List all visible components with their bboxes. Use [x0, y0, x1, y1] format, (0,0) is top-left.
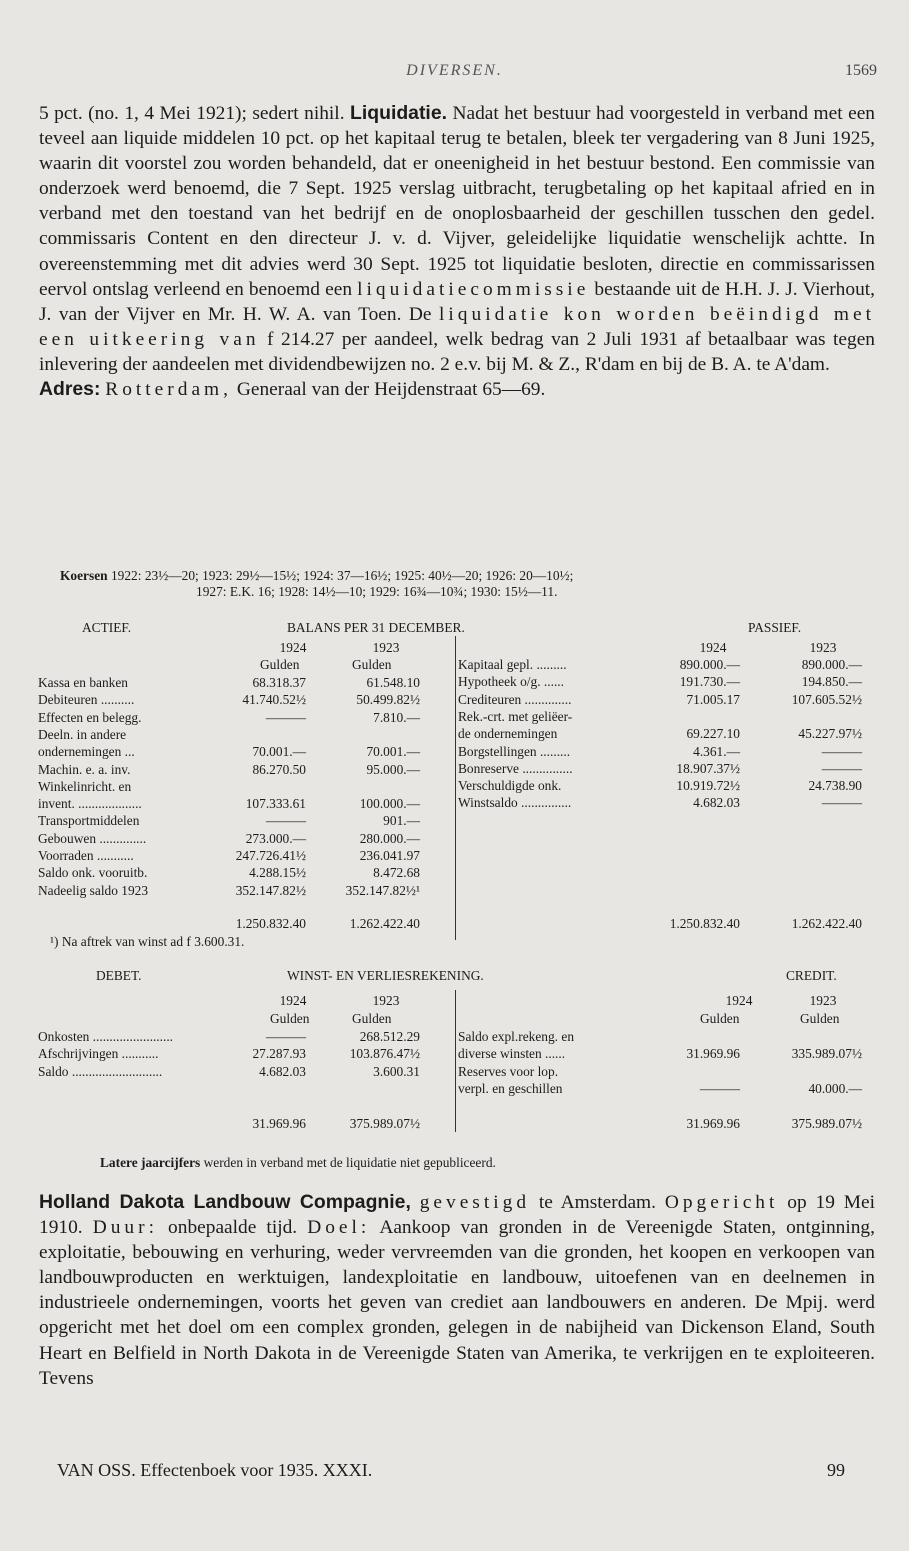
passief-row-value-1924: 69.227.10: [686, 726, 740, 742]
passief-row-label: Bonreserve ...............: [458, 760, 573, 776]
total-passief-1923: 1.262.422.40: [791, 916, 862, 931]
koersen: [60, 568, 860, 599]
koersen-line-1: 1922: 23½—20; 1923: 29½—15½; 1924: 37—16½; 1925: 40½—20; 1926: 20—10½;: [110, 568, 574, 583]
later-note-text: werden in verband met de liquidatie niet gepubliceerd.: [200, 1155, 496, 1170]
passief-row-value-1923: ———: [821, 795, 862, 811]
passief-row-value-1923: ———: [821, 743, 862, 759]
actief-row-value-1923: 236.041.97: [359, 848, 420, 863]
actief-row-label: Debiteuren ..........: [38, 692, 135, 708]
total-passief-1924: 1.250.832.40: [669, 916, 740, 931]
actief-row-value-1923: 95.000.—: [366, 761, 420, 777]
liquidatie-heading: Liquidatie.: [350, 102, 447, 124]
actief-row-label: Voorraden ...........: [38, 848, 134, 863]
gulden-label: Gulden: [270, 1011, 310, 1026]
adres-label: Adres:: [39, 378, 101, 401]
intro-paragraph: [39, 101, 875, 402]
debet-row-value-1923: 268.512.29: [359, 1029, 420, 1044]
actief-row-label: invent. ...................: [38, 796, 142, 812]
holland-text: op 19 Mei 1910.: [39, 1192, 875, 1239]
debet-label: DEBET.: [96, 968, 142, 983]
debet-row-label: Onkosten ........................: [38, 1029, 174, 1044]
holland-text: Aankoop van gronden in de Vereenigde Staten, ontginning, exploitatie, bebouwing en verhuring, weder vervreemden van die gronden, het koopen en verkoopen van landbouwproducten en werktuigen, landexploitatie en landbouw, uitoefenen van en deelnemen in industrieele ondernemingen, voorts het geven van crediet aan landbouwers en anderen. De Mpij. werd opgericht met het doel om een complex gronden, gelegen in de nabijheid van Dickenson Eland, South Heart en Belfield in North Dakota in de Vereenigde Staten van Amerika, te verkrijgen en te exploiteeren. Tevens: [39, 1217, 875, 1389]
actief-row-value-1923: 352.147.82½¹: [345, 882, 420, 898]
passief-row-value-1923: 45.227.97½: [798, 726, 862, 742]
actief-row-value-1924: 352.147.82½: [235, 882, 306, 898]
header-page-number: 1569: [845, 62, 877, 79]
koersen-label: Koersen: [60, 568, 108, 583]
actief-row-value-1923: 100.000.—: [359, 796, 420, 812]
footer-page-number: 99: [827, 1460, 845, 1480]
year-1923: 1923: [372, 640, 400, 655]
gulden-label: Gulden: [260, 657, 300, 672]
actief-row-value-1923: 8.472.68: [373, 865, 420, 881]
intro-text: Nadat het bestuur had voorgesteld in verband met een teveel aan liquide middelen 10 pct. op het kapitaal terug te betalen, bleek ter vergadering van 8 Juni 1925, waarin dit voorstel zou worden behandeld, dat er oneenigheid in het bestuur bestond. Een commissie van onderzoek werd benoemd, die 7 Sept. 1925 verslag uitbracht, terugbetaling op het kapitaal afried en in verband met den toestand van het bedrijf en de onoplosbaarheid der geschillen tusschen den gedel. commissaris Content en den directeur J. v. d. Vijver, geleidelijke liquidatie wenschelijk achtte. In overeenstemming met dit advies werd 30 Sept. 1925 tot liquidatie besloten, directie en commissarissen eervol ontslag verleend en benoemd een: [39, 103, 875, 300]
adres-city: Rotterdam,: [105, 379, 232, 401]
passief-row-label: Winstsaldo ...............: [458, 795, 572, 811]
gulden-label: Gulden: [800, 1011, 840, 1026]
footer-source: VAN OSS. Effectenboek voor 1935. XXXI.: [57, 1460, 373, 1480]
actief-row-value-1923: 901.—: [383, 813, 420, 829]
year-1924: 1924: [279, 993, 307, 1008]
passief-row-value-1923: 24.738.90: [808, 778, 862, 794]
actief-row-value-1924: 70.001.—: [252, 744, 306, 760]
credit-label: CREDIT.: [786, 968, 837, 983]
actief-row-label: Transportmiddelen: [38, 813, 140, 829]
gulden-label: Gulden: [352, 1011, 392, 1026]
passief-row-value-1924: 4.682.03: [693, 795, 740, 811]
actief-row-label: Machin. e. a. inv.: [38, 761, 131, 777]
debet-row-value-1923: 3.600.31: [373, 1063, 420, 1079]
credit-row-value-1923: 40.000.—: [808, 1080, 862, 1096]
year-1924: 1924: [279, 640, 307, 655]
actief-row-value-1924: ———: [265, 709, 306, 725]
actief-row-label: Saldo onk. vooruitb.: [38, 865, 148, 881]
credit-row-value-1924: ———: [699, 1080, 740, 1096]
total-actief-1923: 1.262.422.40: [349, 916, 420, 931]
passief-row-value-1924: 191.730.—: [679, 674, 740, 690]
debet-row-value-1924: ———: [265, 1029, 306, 1044]
company-name: Holland Dakota Landbouw Compagnie,: [39, 1191, 411, 1213]
passief-row-value-1924: 4.361.—: [693, 743, 740, 759]
gulden-label: Gulden: [700, 1011, 740, 1026]
year-1923: 1923: [372, 993, 400, 1008]
doel-label: Doel:: [307, 1217, 371, 1239]
actief-row-value-1924: 41.740.52½: [242, 692, 306, 708]
balans-footnote: ¹) Na aftrek van winst ad f 3.600.31.: [50, 934, 245, 949]
intro-text: 5 pct. (no. 1, 4 Mei 1921); sedert nihil.: [39, 103, 351, 124]
actief-row-value-1923: 61.548.10: [366, 675, 420, 690]
debet-row-value-1924: 4.682.03: [259, 1063, 306, 1079]
passief-row-value-1923: 890.000.—: [801, 657, 862, 672]
passief-row-label: Borgstellingen .........: [458, 743, 571, 759]
total-debet-1923: 375.989.07½: [349, 1116, 420, 1131]
actief-row-label: Deeln. in andere: [38, 726, 127, 742]
actief-row-value-1924: 4.288.15½: [249, 865, 306, 881]
credit-row-label: Saldo expl.rekeng. en: [458, 1029, 575, 1044]
credit-row-label: Reserves voor lop.: [458, 1063, 559, 1079]
gevestigd-label: gevestigd: [419, 1192, 531, 1213]
actief-row-label: Kassa en banken: [38, 675, 128, 690]
passief-row-label: Verschuldigde onk.: [458, 778, 562, 794]
passief-row-label: Hypotheek o/g. ......: [458, 674, 564, 690]
debet-row-value-1924: 27.287.93: [252, 1046, 306, 1062]
actief-row-value-1924: 107.333.61: [245, 796, 306, 812]
passief-row-value-1924: 890.000.—: [679, 657, 740, 672]
actief-label: ACTIEF.: [82, 620, 132, 635]
actief-row-value-1924: 273.000.—: [245, 830, 306, 846]
passief-row-value-1923: 194.850.—: [801, 674, 862, 690]
actief-row-value-1924: 68.318.37: [252, 675, 306, 690]
debet-row-value-1923: 103.876.47½: [349, 1046, 420, 1062]
duur-label: Duur:: [92, 1217, 158, 1239]
actief-row-label: Nadeelig saldo 1923: [38, 882, 149, 898]
balans-title: BALANS PER 31 DECEMBER.: [287, 620, 465, 635]
debet-row-label: Saldo ...........................: [38, 1063, 163, 1079]
actief-row-value-1924: 86.270.50: [252, 761, 306, 777]
intro-text: bestaande uit de H.H. J. J. Vierhout, J. van der Vijver en Mr. H. W. A. van Toen. De: [39, 278, 875, 325]
passief-row-label: Crediteuren ..............: [458, 691, 572, 707]
holland-text: te Amsterdam.: [530, 1192, 665, 1213]
beeindigd-spaced: liquidatie kon worden beëindigd met een uitkeering van: [39, 303, 875, 350]
winst-title: WINST- EN VERLIESREKENING.: [287, 968, 484, 983]
header-title: DIVERSEN.: [406, 62, 503, 79]
credit-row-label: verpl. en geschillen: [458, 1080, 563, 1096]
winst-divider: [455, 990, 456, 1132]
credit-row-value-1923: 335.989.07½: [791, 1046, 862, 1062]
passief-label: PASSIEF.: [748, 620, 802, 635]
commissie-spaced: liquidatiecommissie: [357, 278, 590, 300]
gulden-label: Gulden: [352, 657, 392, 672]
passief-row-label: Kapitaal gepl. .........: [458, 657, 567, 672]
year-1924: 1924: [699, 640, 727, 655]
page-footer: [57, 1460, 845, 1481]
balans-divider: [455, 636, 456, 940]
passief-row-value-1924: 10.919.72½: [676, 778, 740, 794]
actief-row-label: Gebouwen ..............: [38, 830, 147, 846]
intro-text: f 214.27 per aandeel, welk bedrag van 2 Juli 1931 af betaalbaar was tegen inlevering der aandeelen met dividendbewijzen no. 2 e.v. bij M. & Z., R'dam en bij de B. A. te A'dam.: [39, 328, 875, 375]
actief-row-value-1924: ———: [265, 813, 306, 829]
adres-street: Generaal van der Heijdenstraat 65—69.: [231, 379, 546, 401]
actief-row-label: ondernemingen ...: [38, 744, 135, 760]
running-header: [0, 62, 909, 88]
total-credit-1924: 31.969.96: [686, 1116, 740, 1131]
year-1923: 1923: [809, 640, 837, 655]
passief-row-value-1923: ———: [821, 760, 862, 776]
passief-row-value-1923: 107.605.52½: [791, 691, 862, 707]
year-1923: 1923: [809, 993, 837, 1008]
passief-row-value-1924: 18.907.37½: [676, 760, 740, 776]
actief-row-value-1923: 280.000.—: [359, 830, 420, 846]
opgericht-label: Opgericht: [664, 1192, 779, 1213]
total-credit-1923: 375.989.07½: [791, 1116, 862, 1131]
total-debet-1924: 31.969.96: [252, 1116, 306, 1131]
credit-row-value-1924: 31.969.96: [686, 1046, 740, 1062]
year-1924: 1924: [725, 993, 753, 1008]
actief-row-label: Winkelinricht. en: [38, 778, 132, 794]
credit-row-label: diverse winsten ......: [458, 1046, 566, 1062]
actief-row-value-1923: 50.499.82½: [356, 692, 420, 708]
passief-row-label: Rek.-crt. met geliëer-: [458, 708, 573, 724]
holland-paragraph: [39, 1190, 875, 1391]
passief-row-label: de ondernemingen: [458, 726, 558, 742]
passief-row-value-1924: 71.005.17: [686, 691, 740, 707]
actief-row-value-1923: 70.001.—: [366, 744, 420, 760]
later-note: [100, 1155, 496, 1171]
holland-text: onbepaalde tijd.: [157, 1217, 308, 1239]
actief-row-label: Effecten en belegg.: [38, 709, 142, 725]
total-actief-1924: 1.250.832.40: [235, 916, 306, 931]
actief-row-value-1924: 247.726.41½: [235, 848, 306, 863]
actief-row-value-1923: 7.810.—: [373, 709, 420, 725]
later-note-bold: Latere jaarcijfers: [100, 1155, 201, 1170]
koersen-line-2: 1927: E.K. 16; 1928: 14½—10; 1929: 16¾—10¾; 1930: 15½—11.: [196, 583, 558, 599]
debet-row-label: Afschrijvingen ...........: [38, 1046, 159, 1062]
